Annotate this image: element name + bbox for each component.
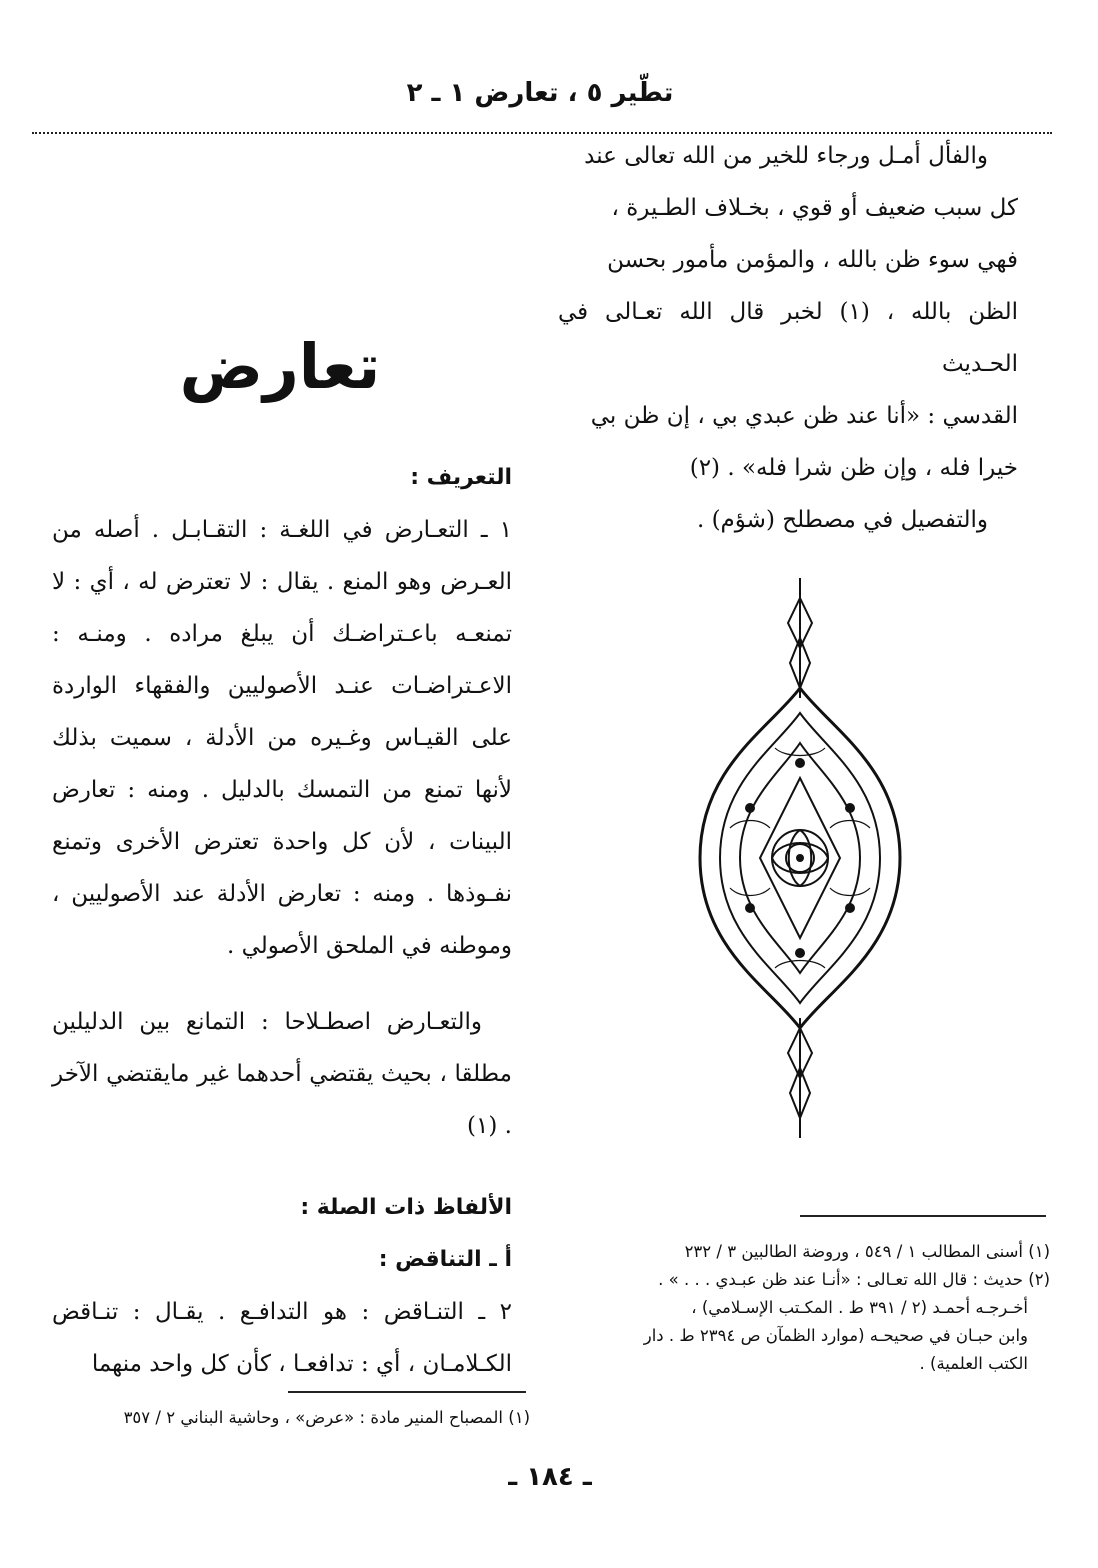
- footnote-separator: [800, 1215, 1046, 1217]
- footnotes-left: [80, 1404, 530, 1432]
- definition-heading: التعريف :: [410, 465, 512, 490]
- article-body-column: [52, 452, 512, 1152]
- previous-article-line: والفأل أمـل ورجاء للخير من الله تعالى عند: [584, 143, 988, 169]
- related-terms-section: [52, 1182, 512, 1390]
- previous-article-line: خيرا فله ، وإن ظن شرا فله» . (٢): [689, 455, 1018, 481]
- paragraph-1: ١ ـ التعـارض في اللغـة : التقـابـل . أصله من العـرض وهو المنع . يقال : لا تعترض له ، أي : لا تمنعـه باعـتراضـك أن يبلغ مراده . ومنـه : الاعـتراضـات عنـد الأصوليين والفقهاء الواردة على القيـاس وغـيره من الأدلة ، سميت بذلك لأنها تمنع من التمسك بالدليل . ومنه : تعارض البينات ، لأن كل واحدة تعترض الأخرى وتمنع نفـوذها . ومنه : تعارض الأدلة عند الأصوليين ، وموطنه في الملحق الأصولي .: [52, 517, 512, 959]
- page-number: ـ ١٨٤ ـ: [508, 1462, 592, 1492]
- footnote-separator: [288, 1391, 526, 1393]
- decorative-ornament-icon: [680, 578, 920, 1138]
- footnote-2: (٢) حديث : قال الله تعـالى : «أنـا عند ظن عبـدي . . . » .: [658, 1270, 1050, 1289]
- footnote-2-line: الكتب العلمية) .: [919, 1354, 1028, 1373]
- running-header: تطّير ٥ ، تعارض ١ ـ ٢: [406, 78, 674, 108]
- previous-article-line: فهي سوء ظن بالله ، والمؤمن مأمور بحسن: [607, 247, 1018, 273]
- sub-heading-tanaqud: أ ـ التناقض :: [378, 1247, 512, 1272]
- footnote-2-line: أخـرجـه أحمـد (٢ / ٣٩١ ط . المكـتب الإسـلامي) ،: [691, 1298, 1028, 1317]
- previous-article-column: [558, 130, 1018, 546]
- related-terms-heading: الألفاظ ذات الصلة :: [300, 1195, 512, 1220]
- paragraph-3: ٢ ـ التنـاقض : هو التدافـع . يقـال : تنـاقض الكـلامـان ، أي : تدافعـا ، كأن كل واحد منهما: [52, 1299, 512, 1377]
- previous-article-line: الظن بالله ، (١) لخبر قال الله تعـالى في الحـديث: [558, 299, 1018, 377]
- previous-article-line: والتفصيل في مصطلح (شؤم) .: [696, 507, 988, 533]
- footnotes-right: [595, 1238, 1050, 1378]
- footnote-1: (١) أسنى المطالب ١ / ٥٤٩ ، وروضة الطالبين ٣ / ٢٣٢: [684, 1242, 1050, 1261]
- previous-article-line: القدسي : «أنا عند ظن عبدي بي ، إن ظن بي: [590, 403, 1018, 429]
- footnote-2-line: وابن حبـان في صحيحـه (موارد الظمآن ص ٢٣٩٤ ط . دار: [643, 1326, 1028, 1345]
- article-title: تعارض: [179, 330, 381, 403]
- footnote-1: (١) المصباح المنير مادة : «عرض» ، وحاشية البناني ٢ / ٣٥٧: [123, 1408, 530, 1427]
- paragraph-2: والتعـارض اصطـلاحا : التمانع بين الدليلين مطلقا ، بحيث يقتضي أحدهما غير مايقتضي الآخر . (١): [52, 1009, 512, 1139]
- previous-article-line: كل سبب ضعيف أو قوي ، بخـلاف الطـيرة ،: [611, 195, 1018, 221]
